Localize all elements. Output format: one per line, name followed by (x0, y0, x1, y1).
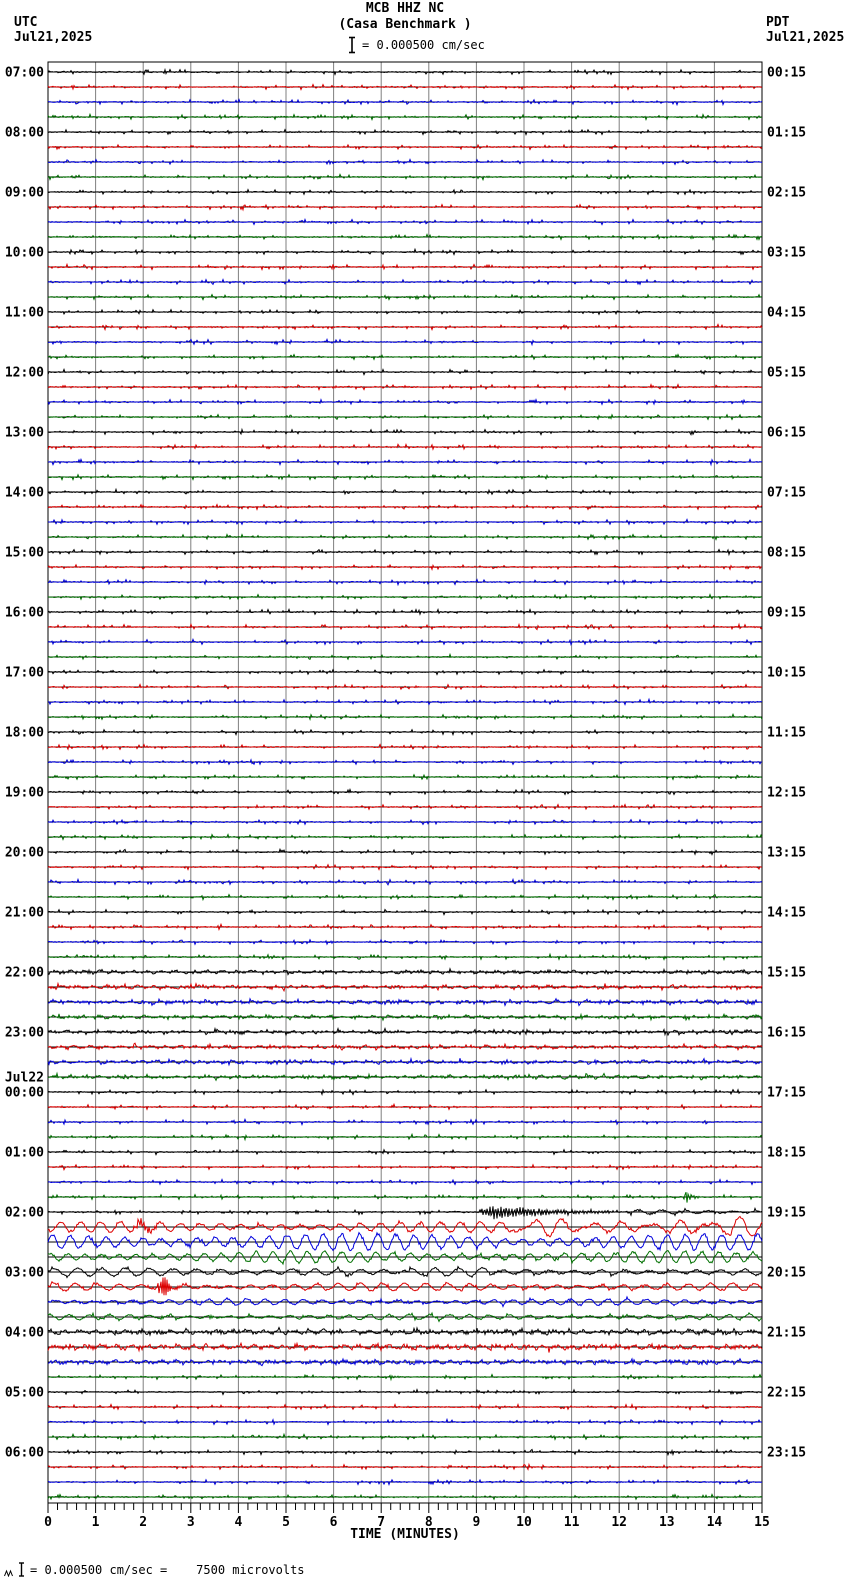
seismogram-trace (48, 489, 762, 494)
seismogram-trace (48, 369, 762, 374)
x-tick-label: 15 (754, 1515, 770, 1530)
pdt-hour-label: 12:15 (767, 785, 807, 801)
utc-hour-label: 19:00 (4, 785, 44, 801)
seismogram-trace (48, 145, 762, 150)
seismogram-trace (48, 805, 762, 810)
seismogram-trace (48, 685, 762, 690)
seismogram-trace (48, 505, 762, 510)
seismogram-trace (48, 355, 762, 360)
seismogram-trace (48, 190, 762, 195)
pdt-hour-label: 15:15 (767, 965, 807, 981)
x-tick-label: 2 (139, 1515, 148, 1530)
seismogram-trace (48, 550, 762, 555)
seismogram-trace (48, 1104, 762, 1109)
pdt-hour-label: 18:15 (767, 1145, 807, 1161)
utc-hour-label: 02:00 (4, 1205, 44, 1221)
seismogram-trace (48, 1494, 762, 1499)
utc-hour-label: 03:00 (4, 1265, 44, 1281)
pdt-hour-label: 23:15 (767, 1445, 807, 1461)
seismogram-trace (48, 444, 762, 449)
seismogram-trace (48, 324, 762, 329)
utc-hour-label: 05:00 (4, 1385, 44, 1401)
utc-hour-label: 16:00 (4, 605, 44, 621)
seismogram-trace (48, 205, 762, 210)
utc-hour-label: 21:00 (4, 905, 44, 921)
seismogram-trace (48, 954, 762, 959)
seismogram-trace (48, 339, 762, 344)
seismogram-trace (48, 160, 762, 165)
pdt-hour-label: 22:15 (767, 1385, 807, 1401)
utc-hour-label: 17:00 (4, 665, 44, 681)
seismogram-trace (48, 519, 762, 524)
seismogram-trace (48, 760, 762, 765)
seismogram-trace (48, 1119, 762, 1124)
x-tick-label: 14 (706, 1515, 723, 1530)
seismogram-trace (48, 699, 762, 704)
seismogram-trace (48, 1029, 762, 1036)
utc-hour-label: 00:00 (4, 1085, 44, 1101)
seismogram-trace (48, 865, 762, 870)
pdt-hour-label: 16:15 (767, 1025, 807, 1041)
x-tick-label: 0 (44, 1515, 52, 1530)
seismogram-trace (48, 924, 762, 929)
pdt-hour-label: 04:15 (767, 305, 807, 321)
seismogram-trace (48, 99, 762, 104)
pdt-hour-label: 02:15 (767, 185, 807, 201)
utc-hour-label: 01:00 (4, 1145, 44, 1161)
x-tick-label: 12 (611, 1515, 628, 1530)
seismogram-trace (48, 400, 762, 405)
seismogram-trace (48, 820, 762, 825)
x-tick-label: 8 (424, 1515, 433, 1530)
utc-date-label: Jul21,2025 (14, 30, 93, 45)
seismogram-trace (48, 459, 762, 464)
seismogram-trace (48, 849, 762, 854)
pdt-hour-label: 13:15 (767, 845, 807, 861)
pdt-hour-label: 11:15 (767, 725, 807, 741)
seismogram-trace (48, 1134, 762, 1139)
seismogram-trace (48, 1390, 762, 1395)
footer-scale-text: = 0.000500 cm/sec = 7500 microvolts (30, 1563, 305, 1577)
utc-hour-label: 22:00 (4, 965, 44, 981)
pdt-hour-label: 03:15 (767, 245, 807, 261)
seismogram-trace (48, 1328, 762, 1336)
seismogram-trace (48, 1480, 762, 1485)
seismogram-trace (48, 85, 762, 90)
pdt-hour-label: 06:15 (767, 425, 807, 441)
pdt-hour-label: 17:15 (767, 1085, 807, 1101)
footer-scale-legend (4, 1562, 305, 1577)
seismogram-trace (48, 1180, 762, 1185)
station-subtitle: (Casa Benchmark ) (338, 17, 472, 32)
seismogram-trace (48, 624, 762, 629)
utc-hour-label: 04:00 (4, 1325, 44, 1341)
seismogram-trace (48, 670, 762, 675)
seismogram-trace (48, 654, 762, 659)
seismogram-trace (48, 415, 762, 420)
seismogram-trace (48, 1419, 762, 1424)
x-tick-label: 6 (329, 1515, 338, 1530)
station-title: MCB HHZ NC (365, 1, 445, 16)
seismogram-trace (48, 220, 762, 225)
x-tick-label: 9 (472, 1515, 481, 1530)
pdt-date-label: Jul21,2025 (766, 30, 845, 45)
pdt-hour-label: 21:15 (767, 1325, 807, 1341)
seismogram-trace (48, 430, 762, 435)
seismogram-trace (48, 879, 762, 884)
utc-hour-label: 08:00 (4, 125, 44, 141)
utc-hour-label: 23:00 (4, 1025, 44, 1041)
pdt-hour-label: 19:15 (767, 1205, 807, 1221)
utc-hour-label: 15:00 (4, 545, 44, 561)
seismogram-trace (48, 790, 762, 795)
pdt-timezone-label: PDT (766, 15, 790, 30)
seismogram-trace (48, 264, 762, 269)
seismogram-trace (48, 775, 762, 780)
seismogram-trace (48, 1165, 762, 1170)
pdt-hour-label: 14:15 (767, 905, 807, 921)
utc-hour-label: 06:00 (4, 1445, 44, 1461)
pdt-hour-label: 20:15 (767, 1265, 807, 1281)
x-tick-label: 11 (563, 1515, 580, 1530)
pdt-hour-label: 09:15 (767, 605, 807, 621)
utc-hour-label: 10:00 (4, 245, 44, 261)
x-tick-label: 1 (91, 1515, 100, 1530)
utc-hour-label: 13:00 (4, 425, 44, 441)
seismogram-trace (48, 910, 762, 915)
seismogram-trace (48, 1277, 762, 1295)
scale-text: = 0.000500 cm/sec (362, 38, 485, 52)
pdt-hour-label: 00:15 (767, 65, 807, 81)
seismogram-trace (48, 70, 762, 75)
waveform-glyph-icon (4, 1569, 13, 1577)
seismogram-trace (48, 1450, 762, 1455)
seismogram-trace (48, 609, 762, 614)
x-tick-label: 4 (234, 1515, 243, 1530)
seismogram-trace (48, 714, 762, 719)
seismogram-trace (48, 835, 762, 840)
seismogram-trace (48, 1150, 762, 1155)
x-tick-label: 13 (658, 1515, 675, 1530)
utc-hour-label: 18:00 (4, 725, 44, 741)
pdt-hour-label: 05:15 (767, 365, 807, 381)
seismogram-trace (48, 1090, 762, 1095)
pdt-hour-label: 01:15 (767, 125, 807, 141)
utc-hour-label: 09:00 (4, 185, 44, 201)
utc-hour-label: 11:00 (4, 305, 44, 321)
seismogram-trace (48, 1465, 762, 1470)
x-axis-title: TIME (MINUTES) (350, 1527, 460, 1542)
pdt-hour-label: 10:15 (767, 665, 807, 681)
utc-hour-label: 20:00 (4, 845, 44, 861)
seismogram-trace (48, 1206, 762, 1219)
pdt-hour-label: 08:15 (767, 545, 807, 561)
utc-hour-label: 07:00 (4, 65, 44, 81)
x-tick-label: 5 (282, 1515, 290, 1530)
seismogram-trace (48, 1343, 762, 1352)
seismogram-trace (48, 310, 762, 315)
x-tick-label: 7 (377, 1515, 386, 1530)
pdt-hour-label: 07:15 (767, 485, 807, 501)
seismogram-trace (48, 565, 762, 570)
utc-hour-label: 12:00 (4, 365, 44, 381)
utc-timezone-label: UTC (14, 15, 38, 30)
x-tick-label: 3 (186, 1515, 195, 1530)
utc-hour-label: 14:00 (4, 485, 44, 501)
date-change-label: Jul22 (4, 1070, 44, 1086)
seismogram-trace (48, 130, 762, 135)
x-tick-label: 10 (516, 1515, 532, 1530)
seismogram-trace (48, 249, 762, 254)
seismogram-trace (48, 295, 762, 300)
seismogram-trace (48, 174, 762, 179)
scale-bar-icon (18, 1562, 25, 1577)
